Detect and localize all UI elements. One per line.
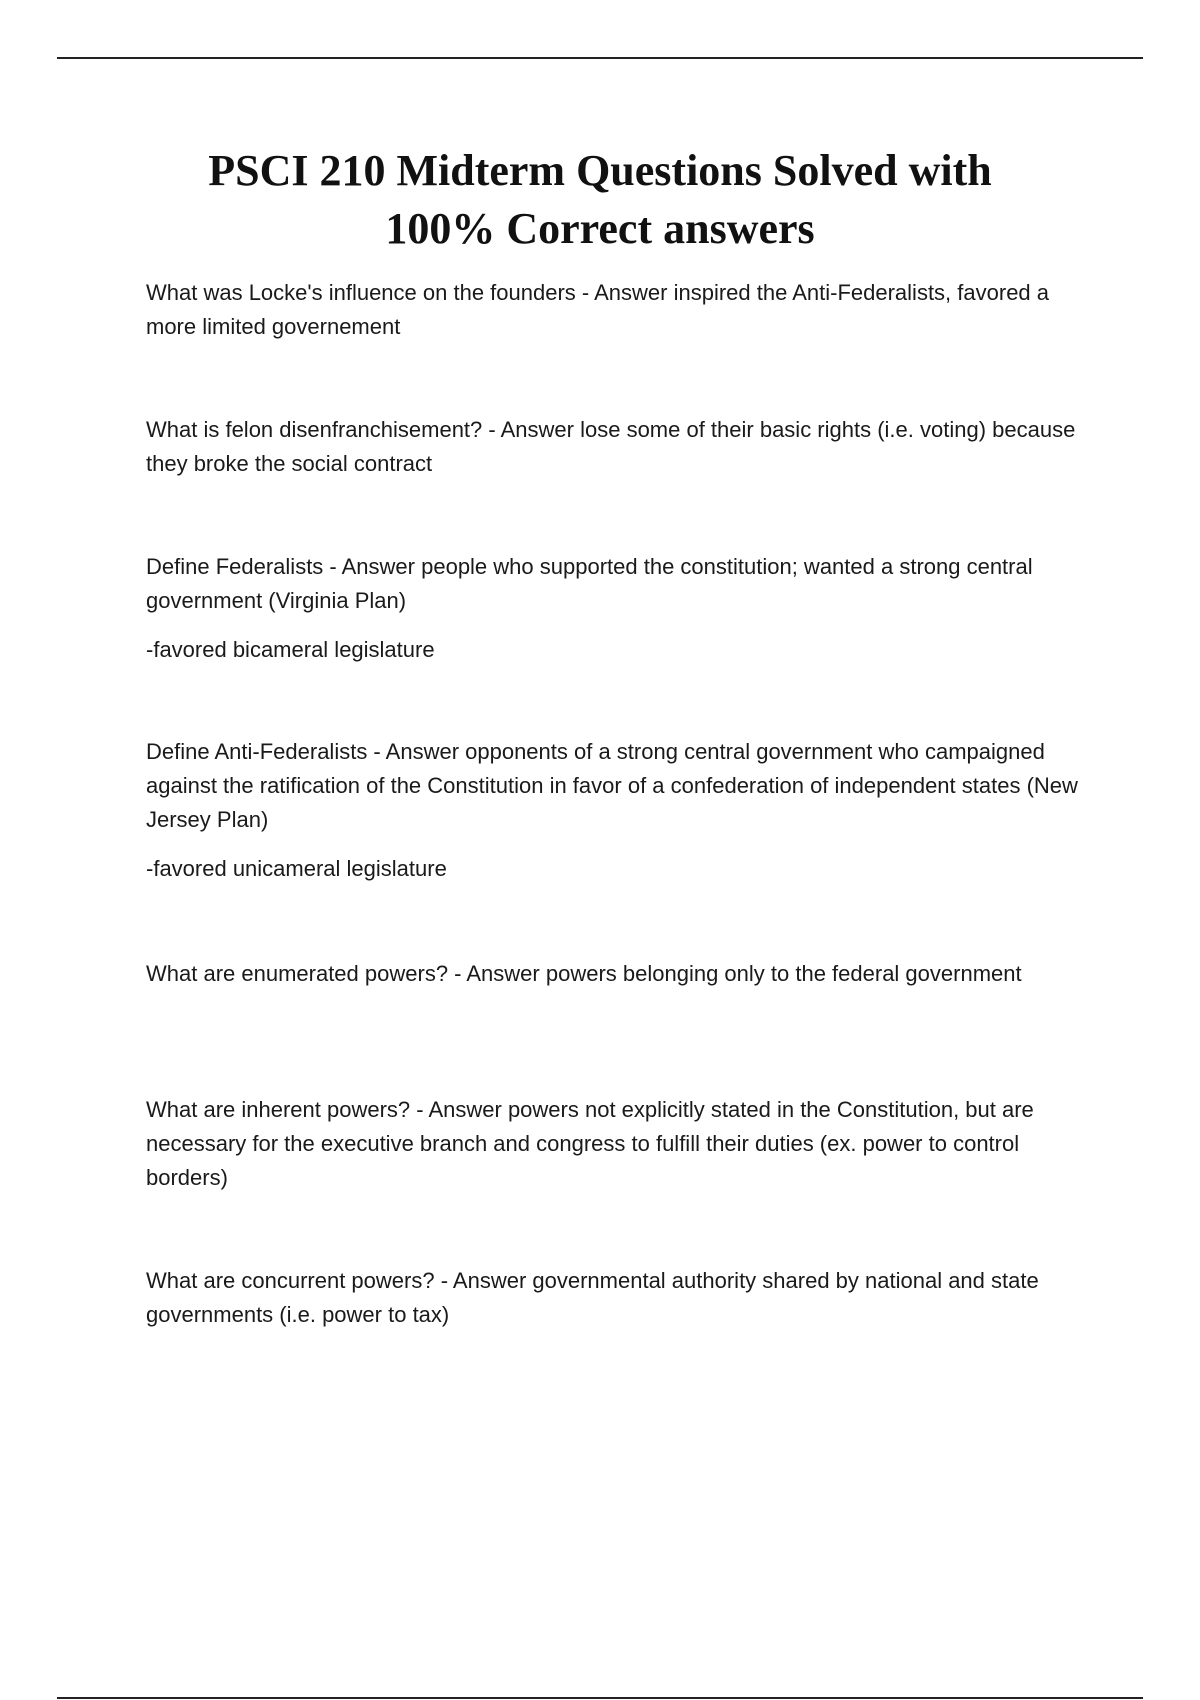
qa-text: Define Anti-Federalists - Answer opponents of a strong central government who campaigned against the ratification of the Constitution in favor of a confederation of independent states (New Jersey Plan) — [146, 739, 1078, 832]
qa-text: What are enumerated powers? - Answer powers belonging only to the federal government — [146, 961, 1022, 986]
qa-note: -favored unicameral legislature — [146, 856, 447, 881]
qa-text: What are concurrent powers? - Answer governmental authority shared by national and state governments (i.e. power to tax) — [146, 1268, 1039, 1327]
page-title-line-2: 100% Correct answers — [385, 204, 815, 253]
qa-item — [146, 1093, 1086, 1195]
qa-item — [146, 1264, 1086, 1332]
page-title-line-1: PSCI 210 Midterm Questions Solved with — [208, 146, 992, 195]
footer-rule — [57, 1697, 1143, 1699]
page-title — [100, 142, 1100, 258]
qa-text: What are inherent powers? - Answer powers not explicitly stated in the Constitution, but are necessary for the executive branch and congress to fulfill their duties (ex. power to control borders) — [146, 1097, 1034, 1190]
qa-note: -favored bicameral legislature — [146, 637, 435, 662]
qa-item — [146, 957, 1086, 991]
qa-item — [146, 276, 1086, 344]
qa-item — [146, 550, 1086, 667]
qa-text: What was Locke's influence on the founders - Answer inspired the Anti-Federalists, favored a more limited governement — [146, 280, 1050, 339]
header-rule — [57, 57, 1143, 59]
qa-text: Define Federalists - Answer people who supported the constitution; wanted a strong central government (Virginia Plan) — [146, 554, 1033, 613]
qa-item — [146, 735, 1086, 886]
qa-text: What is felon disenfranchisement? - Answer lose some of their basic rights (i.e. voting) because they broke the social contract — [146, 417, 1076, 476]
qa-item — [146, 413, 1086, 481]
